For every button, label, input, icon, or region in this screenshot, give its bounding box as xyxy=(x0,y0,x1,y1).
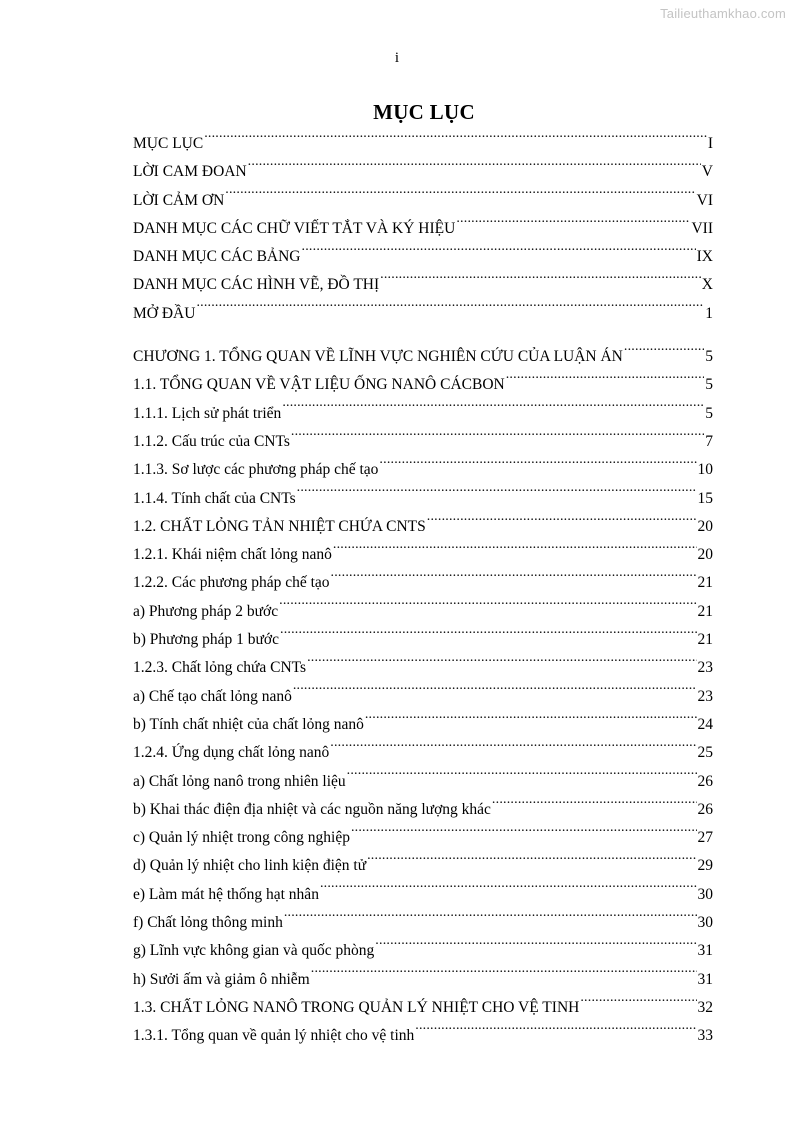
toc-entry-page: 21 xyxy=(697,631,713,649)
toc-entry-page: 20 xyxy=(697,517,713,535)
toc-entry-title: 1.2.1. Khái niệm chất lỏng nanô xyxy=(133,546,332,564)
toc-entry-page: 10 xyxy=(697,461,713,479)
toc-entry-page: 1 xyxy=(705,304,713,322)
toc-entry[interactable] xyxy=(133,624,713,652)
toc-entry[interactable] xyxy=(133,879,713,907)
toc-entry-page: VII xyxy=(691,219,713,237)
toc-entry[interactable] xyxy=(133,681,713,709)
toc-dot-leader xyxy=(330,737,696,757)
toc-entry-title: h) Sưởi ấm và giảm ô nhiễm xyxy=(133,970,310,988)
toc-entry-page: 25 xyxy=(697,744,713,762)
toc-entry-title: MỞ ĐẦU xyxy=(133,304,196,322)
toc-entry[interactable] xyxy=(133,539,713,567)
toc-entry-title: MỤC LỤC xyxy=(133,135,204,152)
toc-entry[interactable] xyxy=(133,213,713,241)
toc-entry-title: d) Quản lý nhiệt cho linh kiện điện tử xyxy=(133,857,367,875)
toc-dot-leader xyxy=(293,681,697,701)
toc-entry-page: 5 xyxy=(705,376,713,394)
toc-entry-title: e) Làm mát hệ thống hạt nhân xyxy=(133,885,319,903)
page-title: MỤC LỤC xyxy=(373,100,475,124)
toc-entry-title: 1.2. CHẤT LỎNG TẢN NHIỆT CHỨA CNTS xyxy=(133,517,426,535)
toc-entry[interactable] xyxy=(133,298,713,326)
toc-entry[interactable] xyxy=(133,128,713,156)
toc-entry[interactable] xyxy=(133,794,713,822)
toc-entry[interactable] xyxy=(133,709,713,737)
toc-dot-leader xyxy=(427,511,697,531)
toc-dot-leader xyxy=(492,794,697,814)
toc-entry[interactable] xyxy=(133,185,713,213)
toc-entry-title: LỜI CẢM ƠN xyxy=(133,191,225,209)
toc-entry-title: a) Chất lỏng nanô trong nhiên liệu xyxy=(133,772,346,790)
toc-dot-leader xyxy=(456,213,690,233)
toc-entry-title: DANH MỤC CÁC CHỮ VIẾT TẮT VÀ KÝ HIỆU xyxy=(133,219,456,237)
toc-entry-title: 1.3.1. Tổng quan về quản lý nhiệt cho vệ tinh xyxy=(133,1027,415,1045)
toc-entry[interactable] xyxy=(133,511,713,539)
toc-entry-page: 30 xyxy=(697,885,713,903)
toc-entry-title: CHƯƠNG 1. TỔNG QUAN VỀ LĨNH VỰC NGHIÊN CỨU CỦA LUẬN ÁN xyxy=(133,348,623,366)
toc-entry[interactable] xyxy=(133,269,713,297)
toc-dot-leader xyxy=(297,483,697,503)
toc-entry-page: 26 xyxy=(697,800,713,818)
toc-entry-page: IX xyxy=(696,248,713,266)
toc-entry-title: f) Chất lỏng thông minh xyxy=(133,914,283,932)
toc-entry-title: 1.2.2. Các phương pháp chế tạo xyxy=(133,574,330,592)
toc-dot-leader xyxy=(380,269,701,289)
toc-dot-leader xyxy=(204,128,707,148)
toc-dot-leader xyxy=(284,907,697,927)
toc-entry-title: DANH MỤC CÁC BẢNG xyxy=(133,248,301,266)
toc-entry-page: X xyxy=(701,276,713,294)
toc-entry-page: 33 xyxy=(697,1027,713,1045)
toc-dot-leader xyxy=(333,539,697,559)
toc-dot-leader xyxy=(415,1020,696,1040)
toc-entry[interactable] xyxy=(133,822,713,850)
toc-entry[interactable] xyxy=(133,737,713,765)
toc-entry[interactable] xyxy=(133,596,713,624)
toc-dot-leader xyxy=(580,992,696,1012)
toc-dot-leader xyxy=(375,935,696,955)
toc-entry-page: 30 xyxy=(697,914,713,932)
toc-entry-title: 1.1.4. Tính chất của CNTs xyxy=(133,489,296,507)
toc-entry-page: 5 xyxy=(705,348,713,366)
toc-entry[interactable] xyxy=(133,241,713,269)
toc-dot-leader xyxy=(347,766,697,786)
toc-entry-page: 15 xyxy=(697,489,713,507)
toc-entry-title: 1.2.4. Ứng dụng chất lỏng nanô xyxy=(133,744,330,762)
toc-entry-title: a) Phương pháp 2 bước xyxy=(133,602,279,620)
toc-dot-leader xyxy=(367,850,696,870)
toc-entry[interactable] xyxy=(133,398,713,426)
toc-entry[interactable] xyxy=(133,454,713,482)
toc-entry-page: 32 xyxy=(697,998,713,1016)
toc-entry[interactable] xyxy=(133,426,713,454)
toc-dot-leader xyxy=(282,398,704,418)
toc-entry-page: 26 xyxy=(697,772,713,790)
toc-dot-leader xyxy=(280,624,697,644)
toc-dot-leader xyxy=(279,596,696,616)
watermark: Tailieuthamkhao.com xyxy=(660,6,786,21)
toc-dot-leader xyxy=(291,426,704,446)
toc-entry-title: 1.1. TỔNG QUAN VỀ VẬT LIỆU ỐNG NANÔ CÁCBON xyxy=(133,376,505,394)
toc-entry-page: 7 xyxy=(705,432,713,450)
toc-entry-page: 29 xyxy=(697,857,713,875)
toc-dot-leader xyxy=(506,369,705,389)
toc-dot-leader xyxy=(351,822,697,842)
toc-entry-title: b) Phương pháp 1 bước xyxy=(133,631,279,649)
toc-entry[interactable] xyxy=(133,850,713,878)
toc-entry-title: a) Chế tạo chất lỏng nanô xyxy=(133,687,292,705)
toc-entry-title: b) Khai thác điện địa nhiệt và các nguồn năng lượng khác xyxy=(133,800,491,818)
toc-dot-leader xyxy=(379,454,696,474)
toc-dot-leader xyxy=(365,709,697,729)
toc-dot-leader xyxy=(320,879,697,899)
toc-entry[interactable] xyxy=(133,156,713,184)
toc-entry-page: VI xyxy=(696,191,713,209)
toc-dot-leader xyxy=(248,156,701,176)
toc-entry-page: 24 xyxy=(697,715,713,733)
toc-dot-leader xyxy=(331,567,697,587)
toc-entry[interactable] xyxy=(133,766,713,794)
toc-entry-page: 23 xyxy=(697,659,713,677)
toc-entry[interactable] xyxy=(133,992,713,1020)
toc-entry-page: 27 xyxy=(697,829,713,847)
toc-entry-title: DANH MỤC CÁC HÌNH VẼ, ĐỒ THỊ xyxy=(133,276,380,294)
toc-entry-page: V xyxy=(701,163,713,181)
toc-entry-title: g) Lĩnh vực không gian và quốc phòng xyxy=(133,942,375,960)
toc-dot-leader xyxy=(196,298,704,318)
toc-entry-title: LỜI CAM ĐOAN xyxy=(133,163,247,181)
toc-entry[interactable] xyxy=(133,483,713,511)
toc-entry-title: 1.2.3. Chất lỏng chứa CNTs xyxy=(133,659,307,677)
toc-dot-leader xyxy=(307,652,696,672)
toc-entry-title: 1.1.1. Lịch sử phát triển xyxy=(133,404,282,422)
toc-entry[interactable] xyxy=(133,1020,713,1048)
toc-entry[interactable] xyxy=(133,341,713,369)
toc-entry[interactable] xyxy=(133,369,713,397)
toc-entry-page: 21 xyxy=(697,602,713,620)
toc-entry-page: 5 xyxy=(705,404,713,422)
toc-entry[interactable] xyxy=(133,567,713,595)
table-of-contents xyxy=(133,128,713,1049)
toc-entry[interactable] xyxy=(133,935,713,963)
toc-entry[interactable] xyxy=(133,964,713,992)
toc-entry-title: 1.3. CHẤT LỎNG NANÔ TRONG QUẢN LÝ NHIỆT CHO VỆ TINH xyxy=(133,998,580,1016)
toc-entry-title: c) Quản lý nhiệt trong công nghiệp xyxy=(133,829,350,847)
toc-entry-page: 23 xyxy=(697,687,713,705)
page-number: i xyxy=(394,50,400,66)
toc-dot-leader xyxy=(624,341,704,361)
toc-entry-page: 20 xyxy=(697,546,713,564)
toc-entry-page: 31 xyxy=(697,942,713,960)
toc-dot-leader xyxy=(302,241,696,261)
toc-dot-leader xyxy=(225,185,695,205)
toc-entry-title: b) Tính chất nhiệt của chất lỏng nanô xyxy=(133,715,364,733)
toc-entry-title: 1.1.2. Cấu trúc của CNTs xyxy=(133,432,290,450)
toc-entry-page: 31 xyxy=(697,970,713,988)
toc-entry-page: I xyxy=(707,135,713,152)
toc-entry-title: 1.1.3. Sơ lược các phương pháp chế tạo xyxy=(133,461,379,479)
toc-dot-leader xyxy=(311,964,697,984)
toc-entry[interactable] xyxy=(133,907,713,935)
toc-entry[interactable] xyxy=(133,652,713,680)
toc-entry-page: 21 xyxy=(697,574,713,592)
